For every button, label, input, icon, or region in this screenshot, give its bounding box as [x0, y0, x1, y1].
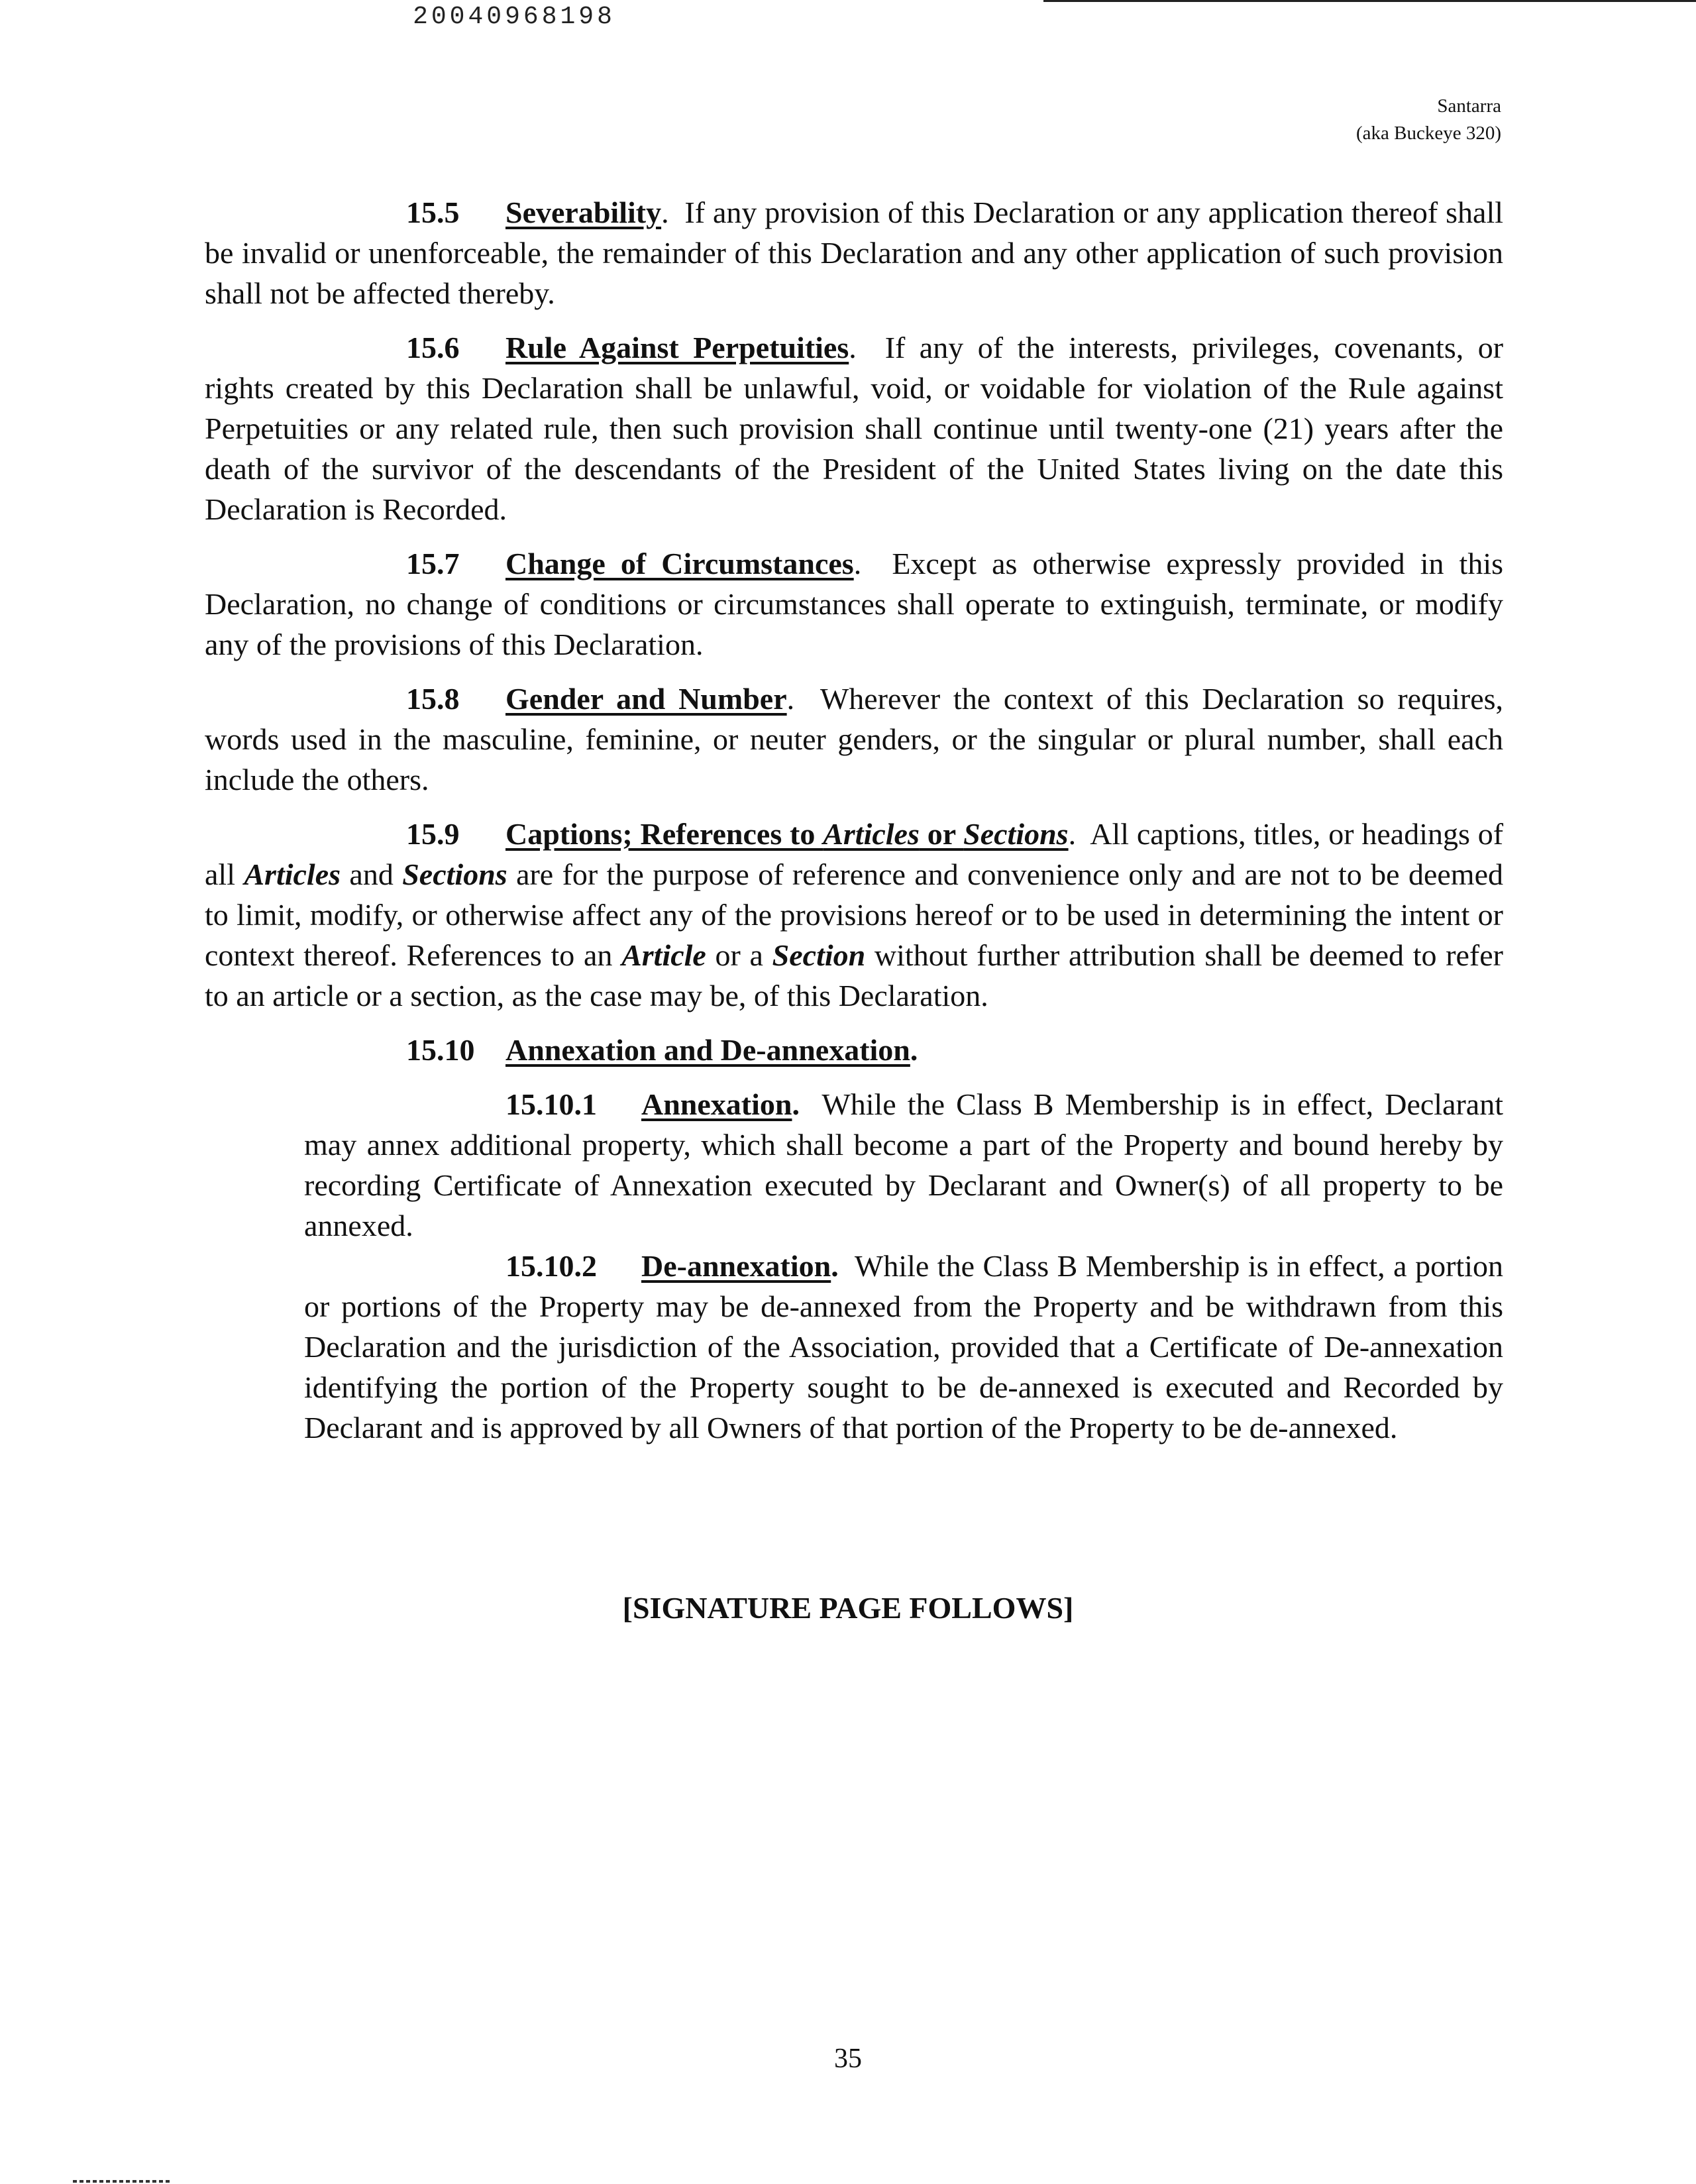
- section-15-8: 15.8 Gender and Number. Wherever the context of this Declaration so requires, words used in the masculine, feminine, or neuter genders, or the singular or plural number, shall each include the others.: [205, 679, 1503, 800]
- section-title: Captions; References to Articles or Sections: [505, 817, 1069, 851]
- section-body: If any provision of this Declaration or any application thereof shall be invalid or unenforceable, the remainder of this Declaration and any other application of such provision shall not be affected thereby.: [205, 195, 1503, 310]
- header-project-name: Santarra: [1437, 95, 1501, 117]
- running-header: [1356, 93, 1501, 147]
- section-number: 15.5: [406, 195, 460, 229]
- section-15-9: 15.9 Captions; References to Articles or Sections. All captions, titles, or headings of all Articles and Sections are for the purpose of reference and convenience only and are not to be deemed to limit, modify, or otherwise affect any of the provisions hereof or to be used in determining the intent or context thereof. References to an Article or a Section without further attribution shall be deemed to refer to an article or a section, as the case may be, of this Declaration.: [205, 814, 1503, 1016]
- section-body: All captions, titles, or headings of all Articles and Sections are for the purpose of reference and convenience only and are not to be deemed to limit, modify, or otherwise affect any of the provisions hereof or to be used in determining the intent or context thereof. References to an Article or a Section without further attribution shall be deemed to refer to an article or a section, as the case may be, of this Declaration.: [205, 817, 1504, 1012]
- subsection-title: Annexation: [641, 1087, 792, 1121]
- section-15-6: 15.6 Rule Against Perpetuities. If any of the interests, privileges, covenants, or rights created by this Declaration shall be unlawful, void, or voidable for violation of the Rule against Perpetuities or any related rule, then such provision shall continue until twenty-one (21) years after the death of the survivor of the descendants of the President of the United States living on the date this Declaration is Recorded.: [205, 327, 1503, 529]
- scan-artifact-mark: [73, 2180, 172, 2183]
- section-number: 15.9: [406, 817, 460, 851]
- header-project-alias: (aka Buckeye 320): [1355, 123, 1501, 144]
- section-15-5: 15.5 Severability. If any provision of this Declaration or any application thereof shall be invalid or unenforceable, the remainder of this Declaration and any other application of such provision shall not be affected thereby.: [205, 192, 1503, 313]
- subsection-body: While the Class B Membership is in effect, Declarant may annex additional property, which shall become a part of the Property and bound hereby by recording Certificate of Annexation executed by Declarant and Owner(s) of all property to be annexed.: [304, 1087, 1504, 1242]
- section-body: Except as otherwise expressly provided in this Declaration, no change of conditions or circumstances shall operate to extinguish, terminate, or modify any of the provisions of this Declaration.: [205, 547, 1504, 661]
- section-body: Wherever the context of this Declaration so requires, words used in the masculine, feminine, or neuter genders, or the singular or plural number, shall each include the others.: [205, 682, 1504, 796]
- section-title: Change of Circumstances: [505, 547, 854, 580]
- section-15-10-subsections: [304, 1084, 1503, 1448]
- section-number: 15.8: [406, 682, 460, 716]
- section-body: If any of the interests, privileges, covenants, or rights created by this Declaration shall be unlawful, void, or voidable for violation of the Rule against Perpetuities or any related rule, then such provision shall continue until twenty-one (21) years after the death of the survivor of the descendants of the President of the United States living on the date this Declaration is Recorded.: [205, 331, 1504, 526]
- top-rule-divider: [1043, 0, 1696, 2]
- section-number: 15.6: [406, 331, 460, 364]
- subsection-body: While the Class B Membership is in effect, a portion or portions of the Property may be de-annexed from the Property and be withdrawn from this Declaration and the jurisdiction of the Association, provided that a Certificate of De-annexation identifying the portion of the Property sought to be de-annexed is executed and Recorded by Declarant and is approved by all Owners of that portion of the Property to be de-annexed.: [304, 1249, 1503, 1445]
- subsection-number: 15.10.1: [505, 1087, 597, 1121]
- section-title: Annexation and De-annexation: [505, 1033, 910, 1067]
- page-number: 35: [834, 2044, 862, 2074]
- section-number: 15.7: [406, 547, 460, 580]
- section-title: Severability: [505, 195, 662, 229]
- subsection-title: De-annexation: [641, 1249, 831, 1283]
- section-title: Rule Against Perpetuities: [505, 331, 849, 364]
- signature-page-note: [SIGNATURE PAGE FOLLOWS]: [622, 1591, 1074, 1625]
- section-15-7: 15.7 Change of Circumstances. Except as otherwise expressly provided in this Declaration, no change of conditions or circumstances shall operate to extinguish, terminate, or modify any of the provisions of this Declaration.: [205, 543, 1503, 665]
- document-recording-number: 20040968198: [413, 3, 615, 31]
- subsection-15-10-1: 15.10.1 Annexation. While the Class B Membership is in effect, Declarant may annex additional property, which shall become a part of the Property and bound hereby by recording Certificate of Annexation executed by Declarant and Owner(s) of all property to be annexed.: [304, 1084, 1503, 1246]
- section-title: Gender and Number: [505, 682, 787, 716]
- subsection-15-10-2: 15.10.2 De-annexation. While the Class B Membership is in effect, a portion or portions of the Property may be de-annexed from the Property and be withdrawn from this Declaration and the jurisdiction of the Association, provided that a Certificate of De-annexation identifying the portion of the Property sought to be de-annexed is executed and Recorded by Declarant and is approved by all Owners of that portion of the Property to be de-annexed.: [304, 1246, 1503, 1448]
- document-body: [205, 192, 1503, 1448]
- section-number: 15.10: [406, 1033, 475, 1067]
- subsection-number: 15.10.2: [505, 1249, 597, 1283]
- section-15-10-heading: 15.10 Annexation and De-annexation.: [406, 1030, 1503, 1070]
